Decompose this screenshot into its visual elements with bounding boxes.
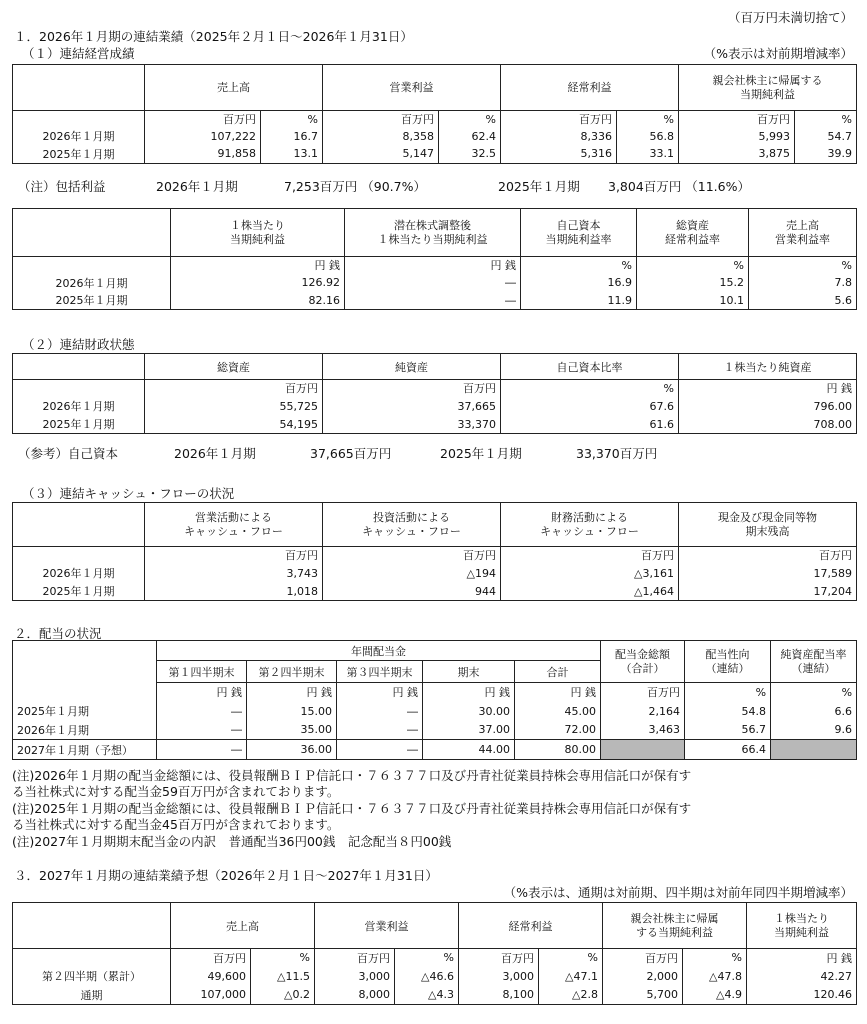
section-3-note: （%表示は、通期は対前期、四半期は対前年同四半期増減率） [503,885,853,900]
unit-cell: % [439,111,501,128]
row-label: 2026年１月期 [13,721,157,740]
value-cell: 126.92 [171,274,345,292]
value-cell: 5,316 [501,145,617,163]
section-1-title: １．2026年１月期の連結業績（2025年２月１日～2026年１月31日） [14,29,413,44]
unit-cell: % [795,111,857,128]
dividend-table [12,640,857,760]
table-row [13,397,857,416]
value-cell: 13.1 [261,145,323,163]
value-cell: 7.8 [749,274,857,292]
unit-cell: % [771,683,857,702]
table-row [13,145,857,163]
value-cell: △11.5 [251,967,315,986]
value-cell: 56.8 [617,127,679,145]
dividend-note-line: る当社株式に対する配当金59百万円が含まれております。 [12,784,340,799]
value-cell: 67.6 [501,397,679,416]
header-total-assets: 総資産 [145,354,323,380]
unit-cell: % [637,257,749,274]
table-row [13,274,857,292]
unit-cell: 百万円 [501,111,617,128]
row-label: 2026年１月期 [13,274,171,292]
row-label: 2026年１月期 [13,564,145,583]
value-cell: 33.1 [617,145,679,163]
value-cell: 56.7 [685,721,771,740]
header-equity-ratio: 自己資本比率 [501,354,679,380]
header-q3: 第３四半期末 [337,661,423,683]
value-cell: 16.7 [261,127,323,145]
unit-row [13,683,857,702]
unit-cell: 百万円 [679,111,795,128]
header-year-end: 期末 [423,661,515,683]
table-row [13,702,857,721]
value-cell: △1,464 [501,583,679,601]
comprehensive-income-period-2: 2025年１月期 [498,179,580,194]
subsection-3-title: （３）連結キャッシュ・フローの状況 [22,486,235,501]
header-ordinary-profit: 経常利益 [501,65,679,111]
value-cell: 8,000 [315,986,395,1005]
row-label: 通期 [13,986,171,1005]
value-cell: 3,875 [679,145,795,163]
unit-cell: % [521,257,637,274]
table-row [13,967,857,986]
header-operating-cf: 営業活動による キャッシュ・フロー [145,503,323,547]
value-cell: 15.00 [247,702,337,721]
value-cell: 35.00 [247,721,337,740]
value-cell: 30.00 [423,702,515,721]
unit-cell: 百万円 [323,111,439,128]
table-row [13,292,857,310]
unit-cell: % [261,111,323,128]
value-cell: △46.6 [395,967,459,986]
dividend-note-line: (注)2025年１月期の配当金総額には、役員報酬ＢＩＰ信託口・７６３７７口及び丹青社従業員持株会専用信託口が保有す [12,801,692,816]
subsection-1-title: （１）連結経営成績 [22,46,135,61]
value-cell: 66.4 [685,740,771,760]
value-cell: 796.00 [679,397,857,416]
header-annual-dividend: 年間配当金 [157,641,601,661]
table-row [13,583,857,601]
header-financing-cf: 財務活動による キャッシュ・フロー [501,503,679,547]
value-cell: △4.9 [683,986,747,1005]
unit-cell: 円 銭 [337,683,423,702]
value-cell: 8,100 [459,986,539,1005]
equity-label: （参考）自己資本 [18,446,119,461]
unit-cell: 百万円 [315,949,395,967]
table-row [13,721,857,740]
dividend-note-line: (注)2026年１月期の配当金総額には、役員報酬ＢＩＰ信託口・７６３７７口及び丹青社従業員持株会専用信託口が保有す [12,768,692,783]
financial-position-table [12,353,857,434]
header-cash-balance: 現金及び現金同等物 期末残高 [679,503,857,547]
table-row [13,740,857,760]
unit-cell: 円 銭 [345,257,521,274]
unit-cell: 円 銭 [171,257,345,274]
unit-row [13,111,857,128]
value-cell: ― [157,702,247,721]
header-q2: 第２四半期末 [247,661,337,683]
corner-cell [13,903,171,949]
value-cell: ― [345,274,521,292]
value-cell: 45.00 [515,702,601,721]
unit-cell: 百万円 [501,547,679,564]
value-cell: 3,000 [315,967,395,986]
unit-cell: % [685,683,771,702]
header-doe: 純資産配当率 （連結） [771,641,857,683]
value-cell: 33,370 [323,416,501,434]
unit-cell: 百万円 [145,111,261,128]
header-total-dividend: 配当金総額 （合計） [601,641,685,683]
value-cell: ― [157,721,247,740]
row-label: 2025年１月期 [13,702,157,721]
value-cell: 3,743 [145,564,323,583]
comprehensive-income-value-1: 7,253百万円 （90.7%） [284,179,426,194]
table-row [13,564,857,583]
corner-cell [13,641,157,683]
equity-value-1: 37,665百万円 [310,446,392,461]
forecast-table [12,902,857,1005]
value-cell: 55,725 [145,397,323,416]
unit-cell: 百万円 [459,949,539,967]
header-operating-profit: 営業利益 [323,65,501,111]
value-cell: 1,018 [145,583,323,601]
table-row [13,416,857,434]
value-cell: 36.00 [247,740,337,760]
value-cell: 15.2 [637,274,749,292]
unit-row [13,547,857,564]
equity-value-2: 33,370百万円 [576,446,658,461]
header-net-income: 親会社株主に帰属 する当期純利益 [603,903,747,949]
subsection-1-note: （%表示は対前期増減率） [703,46,853,61]
value-cell: 91,858 [145,145,261,163]
value-cell: 8,358 [323,127,439,145]
section-2-title: ２．配当の状況 [14,626,102,641]
value-cell: 82.16 [171,292,345,310]
value-cell: 9.6 [771,721,857,740]
header-roe: 自己資本 当期純利益率 [521,209,637,257]
header-payout-ratio: 配当性向 （連結） [685,641,771,683]
corner-cell [13,354,145,380]
value-cell: 54.8 [685,702,771,721]
row-label: 2027年１月期（予想） [13,740,157,760]
table-row [13,986,857,1005]
header-diluted-eps: 潜在株式調整後 １株当たり当期純利益 [345,209,521,257]
value-cell: △47.8 [683,967,747,986]
header-roa: 総資産 経常利益率 [637,209,749,257]
value-cell: 107,000 [171,986,251,1005]
row-label: 2025年１月期 [13,416,145,434]
value-cell: 5,993 [679,127,795,145]
value-cell: 2,000 [603,967,683,986]
per-share-table [12,208,857,310]
unit-cell: % [749,257,857,274]
row-label: 2025年１月期 [13,583,145,601]
unit-row [13,257,857,274]
unit-cell: 百万円 [145,380,323,397]
value-cell: 2,164 [601,702,685,721]
value-cell: 120.46 [747,986,857,1005]
unit-cell: 百万円 [679,547,857,564]
unit-cell: % [251,949,315,967]
value-cell: 32.5 [439,145,501,163]
value-cell: ― [345,292,521,310]
unit-cell: % [539,949,603,967]
header-sales: 売上高 [145,65,323,111]
unit-row [13,949,857,967]
value-cell: 11.9 [521,292,637,310]
value-cell: △3,161 [501,564,679,583]
header-net-assets: 純資産 [323,354,501,380]
unit-row [13,380,857,397]
value-cell: ― [337,702,423,721]
value-cell: △4.3 [395,986,459,1005]
value-cell: 3,463 [601,721,685,740]
unit-cell: 百万円 [601,683,685,702]
unit-cell: 円 銭 [423,683,515,702]
value-cell: 61.6 [501,416,679,434]
value-cell: 54,195 [145,416,323,434]
section-3-title: ３．2027年１月期の連結業績予想（2026年２月１日～2027年１月31日） [14,868,438,883]
value-cell: 708.00 [679,416,857,434]
value-cell: 5,700 [603,986,683,1005]
comprehensive-income-label: （注）包括利益 [18,179,106,194]
comprehensive-income-value-2: 3,804百万円 （11.6%） [608,179,750,194]
table-row [13,127,857,145]
value-cell: ― [337,721,423,740]
row-label: 第２四半期（累計） [13,967,171,986]
header-bps: １株当たり純資産 [679,354,857,380]
row-label: 2026年１月期 [13,397,145,416]
corner-cell [13,65,145,111]
value-cell: 72.00 [515,721,601,740]
shaded-cell [601,740,685,760]
header-net-income: 親会社株主に帰属する 当期純利益 [679,65,857,111]
value-cell: 80.00 [515,740,601,760]
dividend-note-line: (注)2027年１月期期末配当金の内訳 普通配当36円00銭 記念配当８円00銭 [12,834,452,849]
unit-cell: % [395,949,459,967]
unit-cell: % [683,949,747,967]
unit-cell: 円 銭 [247,683,337,702]
subsection-2-title: （２）連結財政状態 [22,337,135,352]
header-operating-profit: 営業利益 [315,903,459,949]
header-sales: 売上高 [171,903,315,949]
corner-cell [13,209,171,257]
header-eps: １株当たり 当期純利益 [171,209,345,257]
unit-cell: 百万円 [323,547,501,564]
unit-cell: 円 銭 [515,683,601,702]
shaded-cell [771,740,857,760]
value-cell: 5.6 [749,292,857,310]
header-ordinary-profit: 経常利益 [459,903,603,949]
dividend-note-line: る当社株式に対する配当金45百万円が含まれております。 [12,817,340,832]
value-cell: 49,600 [171,967,251,986]
unit-cell: % [501,380,679,397]
corner-cell [13,503,145,547]
value-cell: △0.2 [251,986,315,1005]
value-cell: 16.9 [521,274,637,292]
value-cell: 44.00 [423,740,515,760]
value-cell: 17,204 [679,583,857,601]
row-label: 2026年１月期 [13,127,145,145]
comprehensive-income-period-1: 2026年１月期 [156,179,238,194]
equity-period-2: 2025年１月期 [440,446,522,461]
unit-cell: % [617,111,679,128]
header-operating-margin: 売上高 営業利益率 [749,209,857,257]
value-cell: △2.8 [539,986,603,1005]
unit-cell: 百万円 [323,380,501,397]
row-label: 2025年１月期 [13,145,145,163]
value-cell: 944 [323,583,501,601]
header-total: 合計 [515,661,601,683]
unit-cell: 円 銭 [747,949,857,967]
value-cell: 54.7 [795,127,857,145]
value-cell: 62.4 [439,127,501,145]
unit-cell: 円 銭 [679,380,857,397]
value-cell: 6.6 [771,702,857,721]
unit-note: （百万円未満切捨て） [727,10,853,25]
value-cell: 3,000 [459,967,539,986]
value-cell: △47.1 [539,967,603,986]
row-label: 2025年１月期 [13,292,171,310]
operating-results-table [12,64,857,164]
value-cell: 17,589 [679,564,857,583]
value-cell: 39.9 [795,145,857,163]
value-cell: 37,665 [323,397,501,416]
unit-cell: 百万円 [603,949,683,967]
unit-cell: 百万円 [171,949,251,967]
value-cell: 107,222 [145,127,261,145]
unit-cell: 円 銭 [157,683,247,702]
value-cell: △194 [323,564,501,583]
header-investing-cf: 投資活動による キャッシュ・フロー [323,503,501,547]
unit-cell: 百万円 [145,547,323,564]
value-cell: 37.00 [423,721,515,740]
value-cell: ― [337,740,423,760]
value-cell: ― [157,740,247,760]
value-cell: 5,147 [323,145,439,163]
equity-period-1: 2026年１月期 [174,446,256,461]
value-cell: 42.27 [747,967,857,986]
header-q1: 第１四半期末 [157,661,247,683]
value-cell: 8,336 [501,127,617,145]
header-eps: １株当たり 当期純利益 [747,903,857,949]
value-cell: 10.1 [637,292,749,310]
cash-flow-table [12,502,857,601]
